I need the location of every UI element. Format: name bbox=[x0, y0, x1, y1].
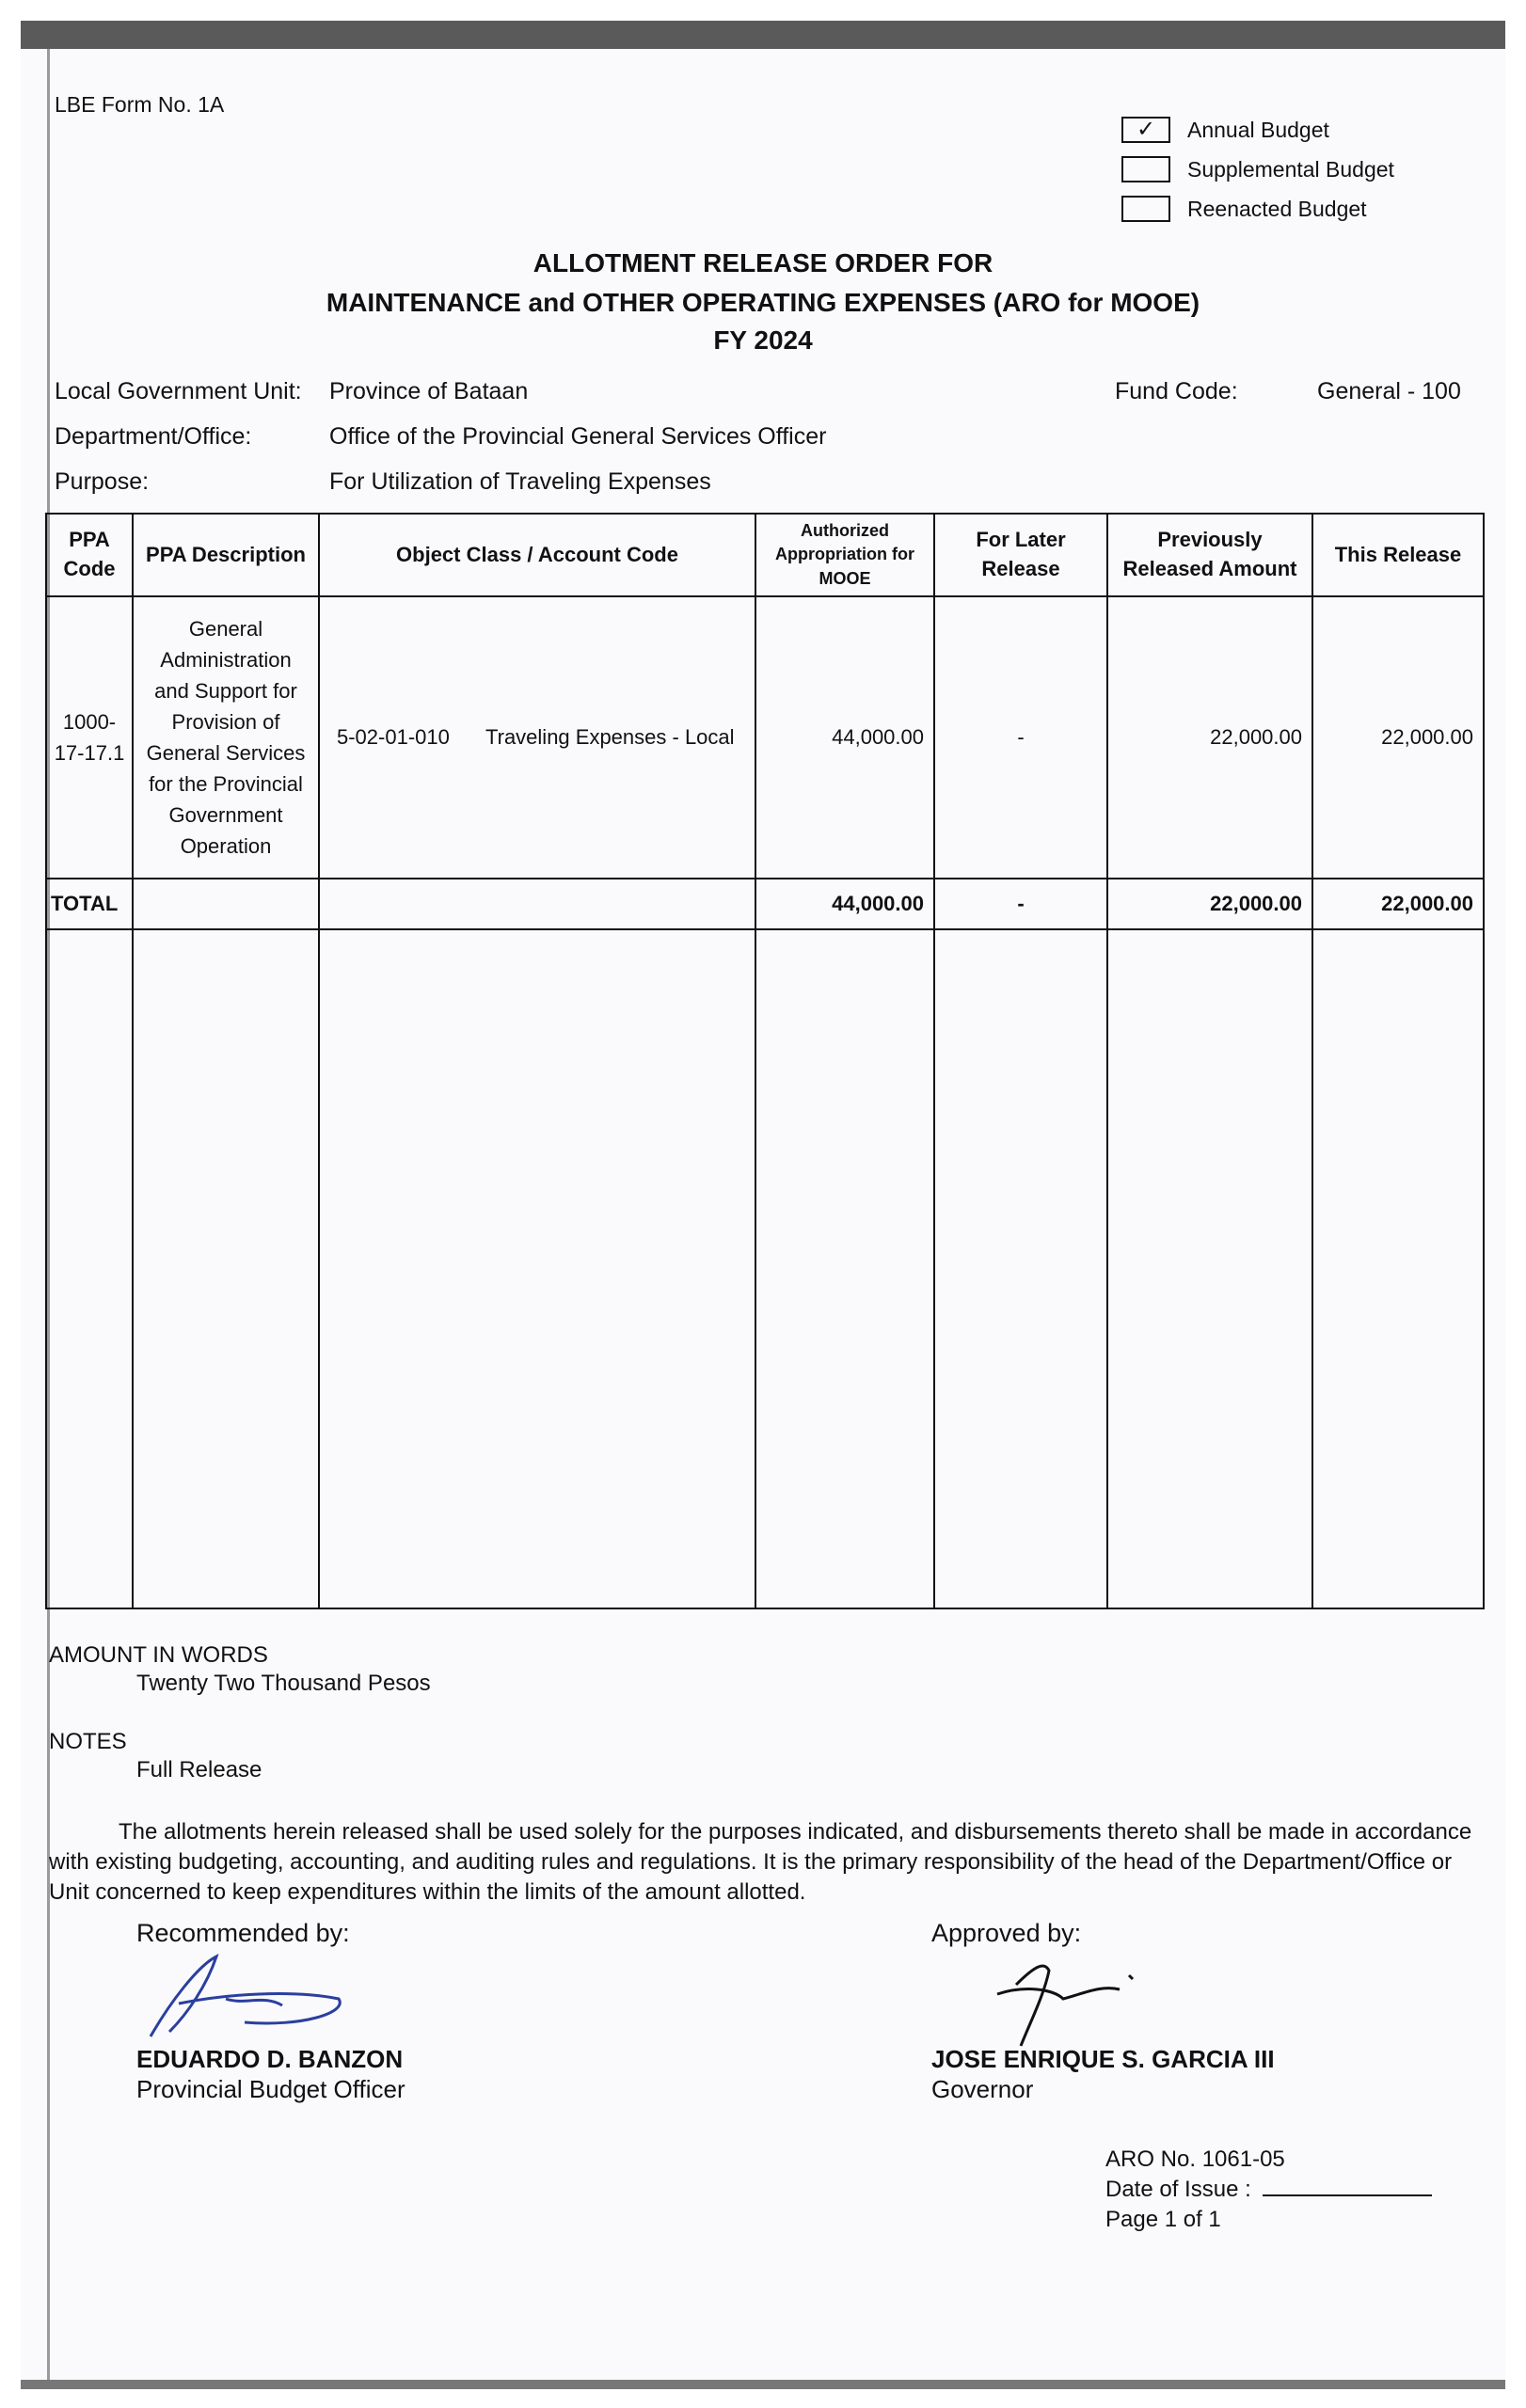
date-of-issue-blank bbox=[1263, 2194, 1432, 2196]
notes-value: Full Release bbox=[136, 1757, 262, 1782]
this-release-cell: 22,000.00 bbox=[1312, 596, 1484, 879]
approved-title: Governor bbox=[931, 2075, 1034, 2103]
page-number: Page 1 of 1 bbox=[1105, 2207, 1221, 2232]
notes-label: NOTES bbox=[49, 1729, 127, 1754]
checkbox-supplemental-budget[interactable] bbox=[1121, 154, 1394, 184]
empty-cell bbox=[46, 929, 133, 1608]
checkbox-label: Reenacted Budget bbox=[1187, 196, 1367, 221]
purpose-label: Purpose: bbox=[55, 468, 150, 495]
account-code: 5-02-01-010 bbox=[337, 725, 450, 749]
fund-code-label: Fund Code: bbox=[1115, 378, 1238, 404]
title-line-2: MAINTENANCE and OTHER OPERATING EXPENSES (ARO for MOOE) bbox=[326, 288, 1200, 317]
header-ppa-code: PPA Code bbox=[46, 514, 133, 596]
aro-number: ARO No. 1061-05 bbox=[1105, 2147, 1285, 2172]
form-number: LBE Form No. 1A bbox=[55, 92, 225, 117]
checkbox-annual-budget[interactable] bbox=[1121, 115, 1329, 145]
dept-label: Department/Office: bbox=[55, 423, 252, 450]
empty-cell bbox=[755, 929, 934, 1608]
ppa-description-cell: General Administration and Support for Provision of General Services for the Provincial Government Operation bbox=[133, 596, 319, 879]
table-row bbox=[46, 596, 1484, 879]
header-this-release: This Release bbox=[1312, 514, 1484, 596]
lgu-value: Province of Bataan bbox=[329, 378, 529, 404]
total-row bbox=[46, 879, 1484, 929]
blank-table-area bbox=[46, 929, 1484, 1608]
scan-bottom-border bbox=[21, 2380, 1505, 2389]
date-of-issue-label: Date of Issue : bbox=[1105, 2177, 1251, 2202]
total-previously-released: 22,000.00 bbox=[1107, 879, 1312, 929]
object-class-cell bbox=[319, 596, 755, 879]
empty-checkbox bbox=[1121, 156, 1170, 182]
check-icon: ✓ bbox=[1121, 117, 1170, 143]
amount-in-words-value: Twenty Two Thousand Pesos bbox=[136, 1671, 431, 1696]
lgu-label: Local Government Unit: bbox=[55, 378, 302, 404]
title-line-1: ALLOTMENT RELEASE ORDER FOR bbox=[533, 248, 993, 277]
scan-top-border bbox=[21, 21, 1505, 49]
approved-by-label: Approved by: bbox=[931, 1919, 1082, 1947]
recommended-by-label: Recommended by: bbox=[136, 1919, 350, 1947]
account-name: Traveling Expenses - Local bbox=[485, 725, 735, 749]
empty-cell bbox=[1107, 929, 1312, 1608]
checkbox-label: Annual Budget bbox=[1187, 117, 1329, 142]
checkbox-reenacted-budget[interactable] bbox=[1121, 194, 1367, 224]
authorized-cell: 44,000.00 bbox=[755, 596, 934, 879]
ppa-code-cell: 1000-17-17.1 bbox=[46, 596, 133, 879]
table-header-row bbox=[46, 514, 1484, 596]
empty-cell bbox=[133, 929, 319, 1608]
empty-cell bbox=[934, 929, 1107, 1608]
empty-cell bbox=[1312, 929, 1484, 1608]
approved-name: JOSE ENRIQUE S. GARCIA III bbox=[931, 2045, 1275, 2073]
header-object-class: Object Class / Account Code bbox=[319, 514, 755, 596]
recommended-name: EDUARDO D. BANZON bbox=[136, 2045, 404, 2073]
empty-cell bbox=[133, 879, 319, 929]
fund-code-value: General - 100 bbox=[1317, 378, 1461, 404]
dept-value: Office of the Provincial General Services Officer bbox=[329, 423, 827, 450]
signature-banzon bbox=[132, 1947, 358, 2046]
amount-in-words-label: AMOUNT IN WORDS bbox=[49, 1642, 268, 1668]
total-for-later: - bbox=[934, 879, 1107, 929]
total-authorized: 44,000.00 bbox=[755, 879, 934, 929]
header-authorized-appropriation: Authorized Appropriation for MOOE bbox=[755, 514, 934, 596]
header-previously-released: Previously Released Amount bbox=[1107, 514, 1312, 596]
title-line-3: FY 2024 bbox=[713, 325, 813, 355]
purpose-value: For Utilization of Traveling Expenses bbox=[329, 468, 711, 495]
allotment-table bbox=[45, 513, 1485, 1609]
empty-cell bbox=[319, 879, 755, 929]
for-later-cell: - bbox=[934, 596, 1107, 879]
empty-cell bbox=[319, 929, 755, 1608]
previously-released-cell: 22,000.00 bbox=[1107, 596, 1312, 879]
disclaimer-paragraph: The allotments herein released shall be used solely for the purposes indicated, and disbursements thereto shall be made in accordance with existing budgeting, accounting, and auditing rules and regulations. It is the primary responsibility of the head of the Department/Office or Unit concerned to keep expenditures within the limits of the amount allotted. bbox=[49, 1819, 1472, 1905]
checkbox-label: Supplemental Budget bbox=[1187, 156, 1394, 182]
header-ppa-description: PPA Description bbox=[133, 514, 319, 596]
header-for-later-release: For Later Release bbox=[934, 514, 1107, 596]
total-label: TOTAL bbox=[46, 879, 133, 929]
date-of-issue bbox=[1105, 2177, 1432, 2203]
recommended-title: Provincial Budget Officer bbox=[136, 2075, 405, 2103]
total-this-release: 22,000.00 bbox=[1312, 879, 1484, 929]
empty-checkbox bbox=[1121, 196, 1170, 222]
signature-garcia bbox=[978, 1956, 1167, 2051]
